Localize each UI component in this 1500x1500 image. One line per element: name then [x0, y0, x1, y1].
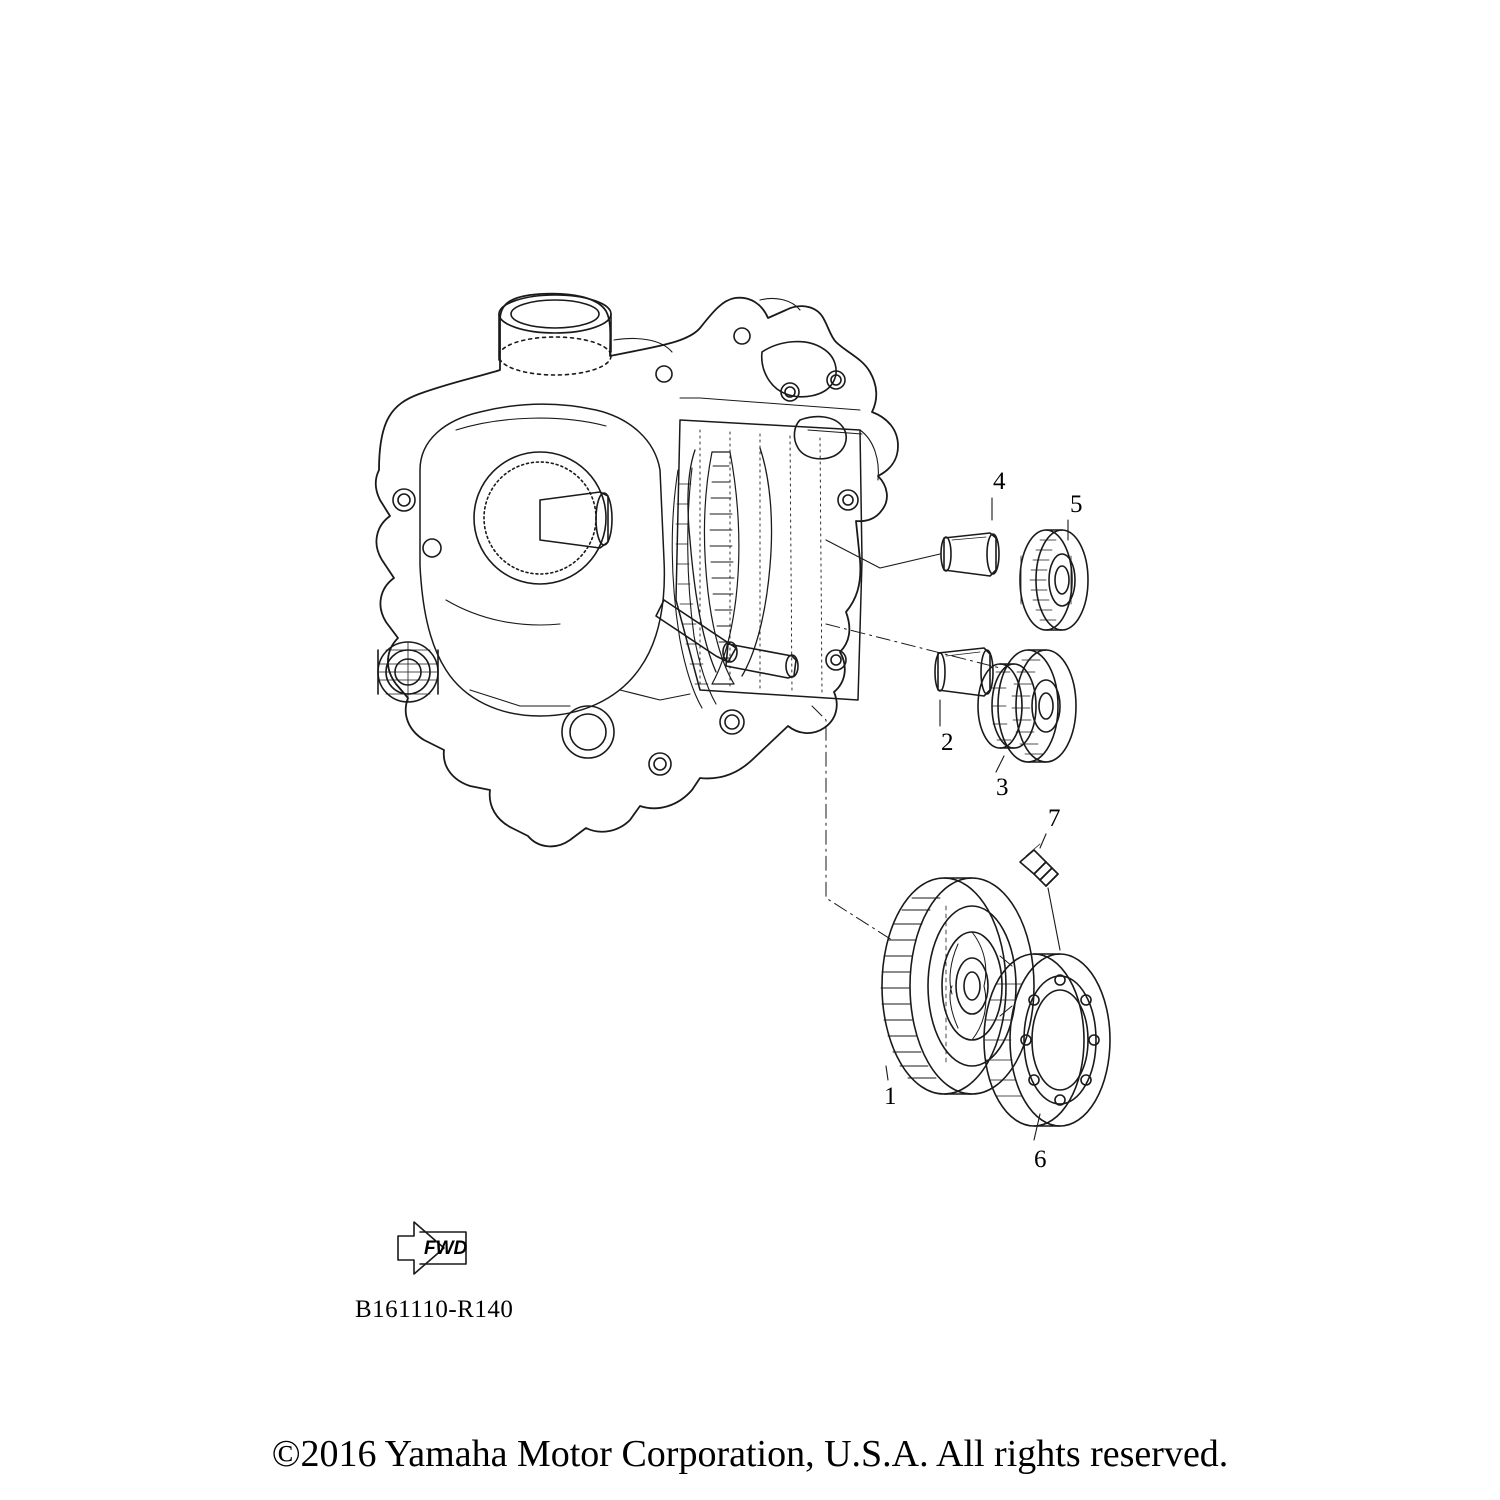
callout-5: 5: [1070, 491, 1083, 518]
callout-2: 2: [941, 729, 954, 756]
part-3-idle-gear: [978, 650, 1076, 762]
callout-7: 7: [1048, 805, 1061, 832]
part-7-bolt: [1020, 844, 1058, 886]
callout-3: 3: [996, 774, 1009, 801]
copyright-notice: ©2016 Yamaha Motor Corporation, U.S.A. All rights reserved.: [271, 1433, 1229, 1475]
timing-chain: [705, 452, 739, 684]
callout-6: 6: [1034, 1146, 1047, 1173]
fwd-label: FWD: [424, 1238, 468, 1259]
chain-secondary: [672, 468, 716, 708]
part-4-idle-shaft: [941, 533, 999, 576]
part-5-idle-gear: [1020, 530, 1088, 630]
crankcase-assembly: [376, 294, 898, 847]
output-shaft-boss: [378, 642, 438, 702]
part-6-clutch-housing: [984, 954, 1110, 1126]
drawing-code: B161110-R140: [355, 1296, 514, 1323]
part-2-idle-shaft: [935, 648, 993, 696]
callout-4: 4: [993, 468, 1006, 495]
callout-1: 1: [884, 1083, 897, 1110]
